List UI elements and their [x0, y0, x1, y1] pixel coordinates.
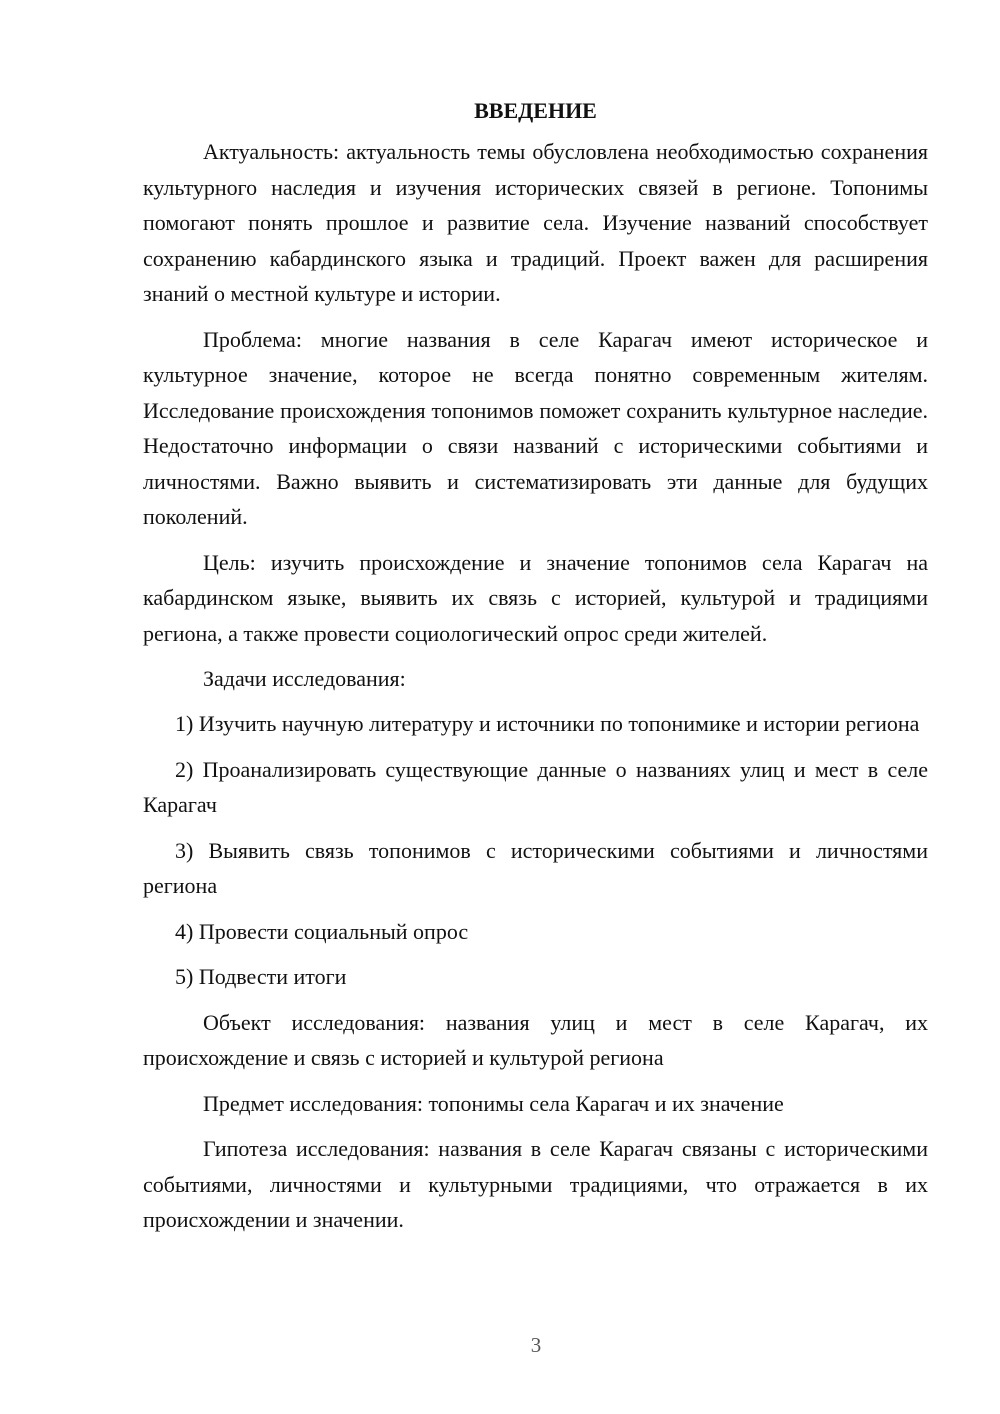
task-item-2: 2) Проанализировать существующие данные о названиях улиц и мест в селе Карагач	[143, 756, 928, 817]
tasks-title: Задачи исследования:	[203, 666, 406, 691]
page-content	[143, 96, 928, 1248]
page-number: 3	[530, 1333, 542, 1357]
task-item-4: 4) Провести социальный опрос	[175, 918, 469, 944]
subject-paragraph: Предмет исследования: топонимы села Карагач и их значение	[203, 1090, 784, 1116]
object-paragraph: Объект исследования: названия улиц и мест в селе Карагач, их происхождение и связь с историей и культурой региона	[143, 1009, 928, 1070]
goal-paragraph: Цель: изучить происхождение и значение топонимов села Карагач на кабардинском языке, выявить их связь с историей, культурой и традициями региона, а также провести социологический опрос среди жителей.	[143, 549, 928, 646]
task-item-5: 5) Подвести итоги	[175, 964, 347, 989]
page-title: ВВЕДЕНИЕ	[474, 98, 597, 123]
task-item-3: 3) Выявить связь топонимов с историческими событиями и личностями региона	[143, 837, 928, 898]
problem-paragraph: Проблема: многие названия в селе Карагач имеют историческое и культурное значение, которое не всегда понятно современным жителям. Исследование происхождения топонимов поможет сохранить культурное наследие. Недостаточно информации о связи названий с историческими событиями и личностями. Важно выявить и систематизировать эти данные для будущих поколений.	[143, 326, 928, 529]
relevance-paragraph: Актуальность: актуальность темы обусловлена необходимостью сохранения культурного наследия и изучения исторических связей в регионе. Топонимы помогают понять прошлое и развитие села. Изучение названий способствует сохранению кабардинского языка и традиций. Проект важен для расширения знаний о местной культуре и истории.	[143, 139, 928, 306]
task-item-1: 1) Изучить научную литературу и источники по топонимике и истории региона	[175, 711, 920, 736]
hypothesis-paragraph: Гипотеза исследования: названия в селе Карагач связаны с историческими событиями, личностями и культурными традициями, что отражается в их происхождении и значении.	[143, 1136, 928, 1232]
